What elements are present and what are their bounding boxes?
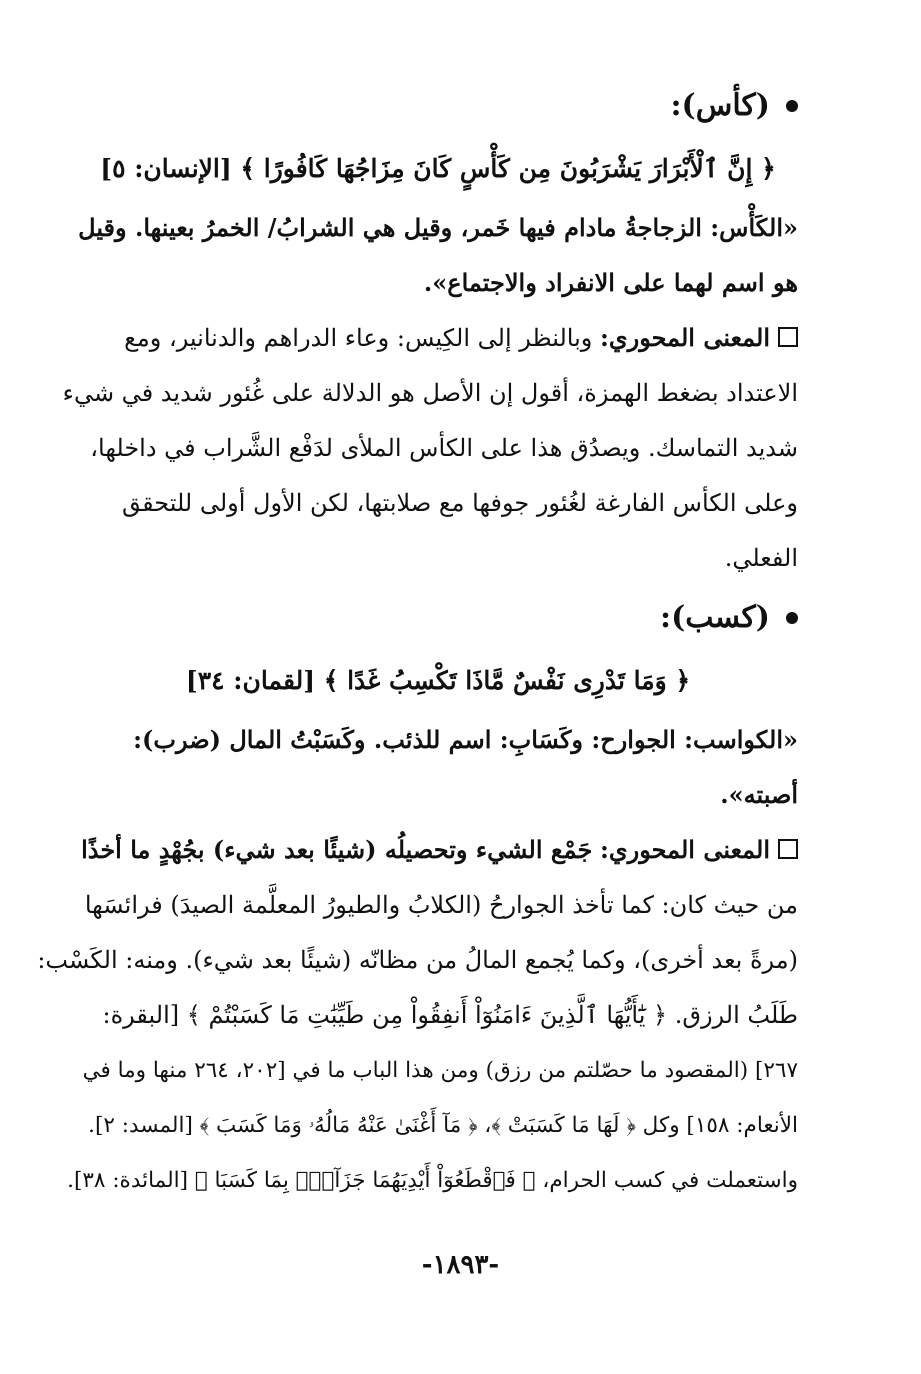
dictionary-line: «الكَأْس: الزجاجةُ مادام فيها خَمر، وقيل هي الشرابُ/ الخمرُ بعينها. وقيل — [78, 213, 798, 242]
entry-heading-kasb — [78, 586, 798, 650]
bullet-icon — [786, 612, 798, 624]
page-body — [37, 74, 798, 1208]
core-meaning-line: وعلى الكأس الفارغة لغُئور جوفها مع صلابتها، لكن الأول أولى للتحقق — [122, 489, 798, 517]
entry-heading-kaas — [78, 74, 798, 138]
core-meaning-line: من حيث كان: كما تأخذ الجوارحُ (الكلابُ والطيورُ المعلَّمة الصيدَ) فرائسَها — [84, 891, 798, 919]
core-meaning-line: (مرةً بعد أخرى)، وكما يُجمع المالُ من مظانّه (شيئًا بعد شيء). ومنه: الكَسْب: — [37, 946, 798, 974]
reference-line: ٢٦٧] (المقصود ما حصّلتم من رزق) ومن هذا الباب ما في [٢٠٢، ٢٦٤ منها وما في — [82, 1058, 798, 1083]
reference-line: واستعملت في كسب الحرام، ﴿ فَٱقْطَعُوٓاْ أَيْدِيَهُمَا جَزَآءًۢ بِمَا كَسَبَا ﴾ [المائدة: ٣٨]. — [67, 1168, 798, 1193]
core-meaning-line — [78, 822, 798, 878]
quran-verse: ﴿ إِنَّ ٱلْأَبْرَارَ يَشْرَبُونَ مِن كَأْسٍ كَانَ مِزَاجُهَا كَافُورًا ﴾ [الإنسان: ٥] — [100, 154, 776, 183]
dictionary-line: هو اسم لهما على الانفراد والاجتماع». — [423, 268, 798, 297]
entry-heading-text: (كأس): — [670, 88, 770, 123]
square-icon — [778, 839, 798, 859]
quran-verse: ﴿ وَمَا تَدْرِى نَفْسٌ مَّاذَا تَكْسِبُ غَدًا ﴾ [لقمان: ٣٤] — [185, 666, 691, 695]
core-meaning-label: المعنى المحوري: — [599, 323, 770, 352]
bullet-icon — [786, 100, 798, 112]
dictionary-line: «الكواسب: الجوارح: وكَسَابِ: اسم للذئب. وكَسَبْتُ المال (ضرب): — [133, 725, 798, 754]
page-number: -١٨٩٣- — [421, 1250, 500, 1280]
square-icon — [778, 327, 798, 347]
core-meaning-line — [78, 310, 798, 366]
core-meaning-line: طَلَبُ الرزق. ﴿ يَٰٓأَيُّهَا ٱلَّذِينَ ءَامَنُوٓاْ أَنفِقُواْ مِن طَيِّبَٰتِ مَا كَسَبْتُمْ ﴾ [البقرة: — [102, 1001, 798, 1029]
core-meaning-line: الاعتداد بضغط الهمزة، أقول إن الأصل هو الدلالة على غُئور شديد في شيء — [62, 379, 798, 407]
reference-line: الأنعام: ١٥٨] وكل ﴿ لَهَا مَا كَسَبَتْ ﴾، ﴿ مَآ أَغْنَىٰ عَنْهُ مَالُهُۥ وَمَا كَسَبَ ﴾ [المسد: ٢]. — [88, 1113, 798, 1138]
core-meaning-line: شديد التماسك. ويصدُق هذا على الكأس الملأى لدَفْع الشَّراب في داخلها، — [90, 434, 798, 462]
core-meaning-text: جَمْع الشيء وتحصيلُه (شيئًا بعد شيء) بجُهْدٍ ما أخذًا — [81, 835, 593, 864]
core-meaning-line: الفعلي. — [724, 544, 798, 572]
core-meaning-text: وبالنظر إلى الكِيس: وعاء الدراهم والدنانير، ومع — [124, 324, 593, 352]
core-meaning-label: المعنى المحوري: — [599, 835, 770, 864]
dictionary-line: أصبته». — [720, 780, 798, 809]
entry-heading-text: (كسب): — [660, 600, 770, 635]
